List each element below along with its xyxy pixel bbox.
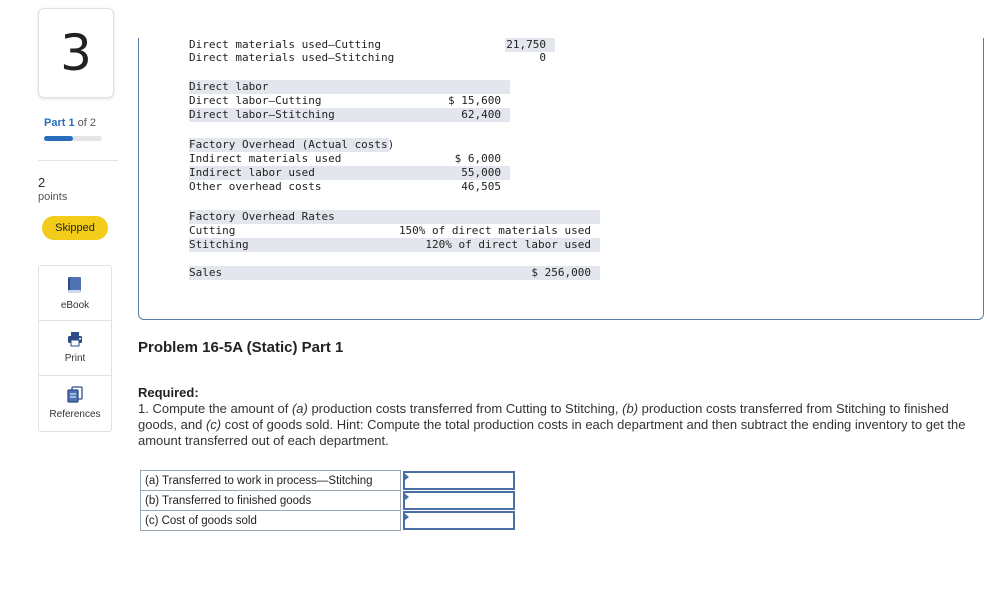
- references-label: References: [49, 409, 101, 420]
- sales-value: $ 256,000: [531, 266, 591, 279]
- fo-other-label: Other overhead costs: [189, 180, 322, 193]
- required-label: Required:: [138, 385, 199, 400]
- sales-label: Sales: [189, 266, 600, 280]
- question-number: 3: [38, 8, 114, 98]
- req-part-1: 1. Compute the amount of: [138, 401, 292, 416]
- part-progress-bar: [44, 136, 102, 141]
- print-icon: [67, 331, 83, 347]
- answer-input-a[interactable]: [403, 471, 515, 490]
- points-label: points: [38, 191, 68, 203]
- rate-cutting-value: 150% of direct materials used: [398, 224, 591, 237]
- rate-stitching-value: 120% of direct labor used: [425, 238, 591, 251]
- dl-stitching-value: 62,400: [461, 108, 501, 121]
- print-button[interactable]: [39, 321, 111, 376]
- problem-title: Problem 16-5A (Static) Part 1: [138, 339, 344, 356]
- ebook-label: eBook: [60, 300, 90, 311]
- part-total: of 2: [77, 117, 97, 129]
- rate-stitching-label: Stitching: [189, 238, 600, 252]
- answer-cell-c: [401, 511, 516, 531]
- input-marker-icon: [404, 493, 409, 501]
- dm-stitching-value: 0: [539, 51, 546, 64]
- answer-cell-a: [401, 471, 516, 491]
- answer-table: [140, 470, 516, 531]
- req-a-marker: (a): [291, 401, 308, 416]
- ebook-button[interactable]: [39, 266, 111, 321]
- answer-row-c: [141, 511, 516, 531]
- req-part-2: production costs transferred from Cutting to Stitching,: [307, 401, 623, 416]
- fo-indirect-materials-label: Indirect materials used: [189, 152, 342, 165]
- dl-cutting-label: Direct labor—Cutting: [189, 94, 322, 107]
- fo-indirect-labor-value: 55,000: [461, 166, 501, 179]
- rate-cutting-label: Cutting: [189, 224, 236, 237]
- req-part-4: cost of goods sold. Hint: Compute the total production costs in each department and then subtract the ending inventory to get the amount transferred out of each department.: [138, 417, 966, 448]
- fo-header: Factory Overhead (Actual costs): [189, 138, 395, 151]
- answer-input-b[interactable]: [403, 491, 515, 510]
- part-current: 1: [68, 117, 75, 129]
- references-button[interactable]: [39, 376, 111, 431]
- answer-label-b: (b) Transferred to finished goods: [141, 491, 401, 511]
- references-icon: [67, 386, 83, 403]
- answer-label-a: (a) Transferred to work in process—Stitching: [141, 471, 401, 491]
- ebook-icon: [67, 276, 83, 294]
- part-progress-fill: [44, 136, 73, 141]
- rates-header: Factory Overhead Rates: [189, 210, 600, 224]
- req-part-3: production costs transferred from Stitching to finished goods, and: [138, 401, 949, 432]
- fo-other-value: 46,505: [461, 180, 501, 193]
- required-text: [138, 401, 983, 449]
- fo-indirect-labor-label: Indirect labor used: [189, 166, 510, 180]
- req-b-marker: (b): [622, 401, 639, 416]
- points-value: 2: [38, 175, 46, 190]
- problem-data-panel: [138, 38, 984, 320]
- dl-header: Direct labor: [189, 80, 510, 94]
- answer-row-b: [141, 491, 516, 511]
- print-label: Print: [64, 353, 86, 364]
- sidebar-divider: [38, 160, 118, 161]
- req-c-marker: (c): [205, 417, 222, 432]
- answer-label-c: (c) Cost of goods sold: [141, 511, 401, 531]
- dl-cutting-value: $ 15,600: [448, 94, 501, 107]
- answer-row-a: [141, 471, 516, 491]
- status-badge: Skipped: [42, 216, 108, 240]
- part-prefix: Part: [44, 117, 66, 129]
- dm-stitching-label: Direct materials used—Stitching: [189, 51, 395, 64]
- input-marker-icon: [404, 473, 409, 481]
- fo-indirect-materials-value: $ 6,000: [454, 152, 501, 165]
- dm-cutting-label: Direct materials used—Cutting: [189, 38, 382, 51]
- dl-stitching-label: Direct labor—Stitching: [189, 108, 510, 122]
- part-indicator: [44, 117, 96, 129]
- tools-panel: [38, 265, 112, 432]
- answer-input-c[interactable]: [403, 511, 515, 530]
- input-marker-icon: [404, 513, 409, 521]
- dm-cutting-value: 21,750: [505, 38, 555, 52]
- answer-cell-b: [401, 491, 516, 511]
